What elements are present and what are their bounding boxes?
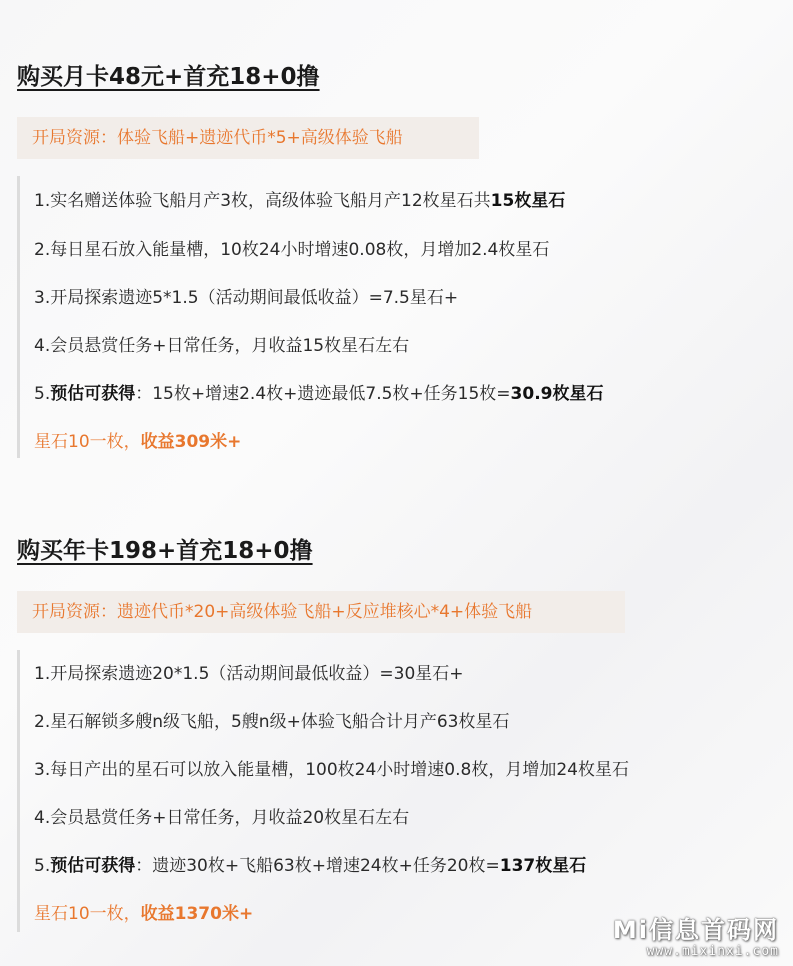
list-item: 2.星石解锁多艘n级飞船，5艘n级+体验飞船合计月产63枚星石 <box>34 712 510 732</box>
list-item: 3.每日产出的星石可以放入能量槽，100枚24小时增速0.8枚，月增加24枚星石 <box>34 760 629 780</box>
section-title: 购买月卡48元+首充18+0撸 <box>17 64 320 90</box>
list-item: 1.实名赠送体验飞船月产3枚，高级体验飞船月产12枚星石共15枚星石 <box>34 191 566 211</box>
list-item: 2.每日星石放入能量槽，10枚24小时增速0.08枚，月增加2.4枚星石 <box>34 240 550 260</box>
list-item: 4.会员悬赏任务+日常任务，月收益15枚星石左右 <box>34 336 410 356</box>
watermark-name: Mi信息首码网 <box>612 916 779 944</box>
list-item: 1.开局探索遗迹20*1.5（活动期间最低收益）=30星石+ <box>34 664 464 684</box>
earnings-summary: 星石10一枚，收益309米+ <box>34 432 242 452</box>
starting-resources-highlight: 开局资源：遗迹代币*20+高级体验飞船+反应堆核心*4+体验飞船 <box>17 591 625 633</box>
section-monthly-card <box>0 0 793 480</box>
section-annual-card <box>0 480 793 966</box>
details-list <box>17 176 757 458</box>
list-item: 3.开局探索遗迹5*1.5（活动期间最低收益）=7.5星石+ <box>34 288 459 308</box>
section-title: 购买年卡198+首充18+0撸 <box>17 538 313 564</box>
watermark-url: www.mixinxi.com <box>646 944 779 959</box>
site-watermark <box>613 916 779 960</box>
starting-resources-highlight: 开局资源：体验飞船+遗迹代币*5+高级体验飞船 <box>17 117 479 159</box>
list-item: 5.预估可获得：15枚+增速2.4枚+遗迹最低7.5枚+任务15枚=30.9枚星石 <box>34 384 604 404</box>
details-list <box>17 650 757 932</box>
list-item: 5.预估可获得：遗迹30枚+飞船63枚+增速24枚+任务20枚=137枚星石 <box>34 856 587 876</box>
earnings-summary: 星石10一枚，收益1370米+ <box>34 904 254 924</box>
list-item: 4.会员悬赏任务+日常任务，月收益20枚星石左右 <box>34 808 410 828</box>
